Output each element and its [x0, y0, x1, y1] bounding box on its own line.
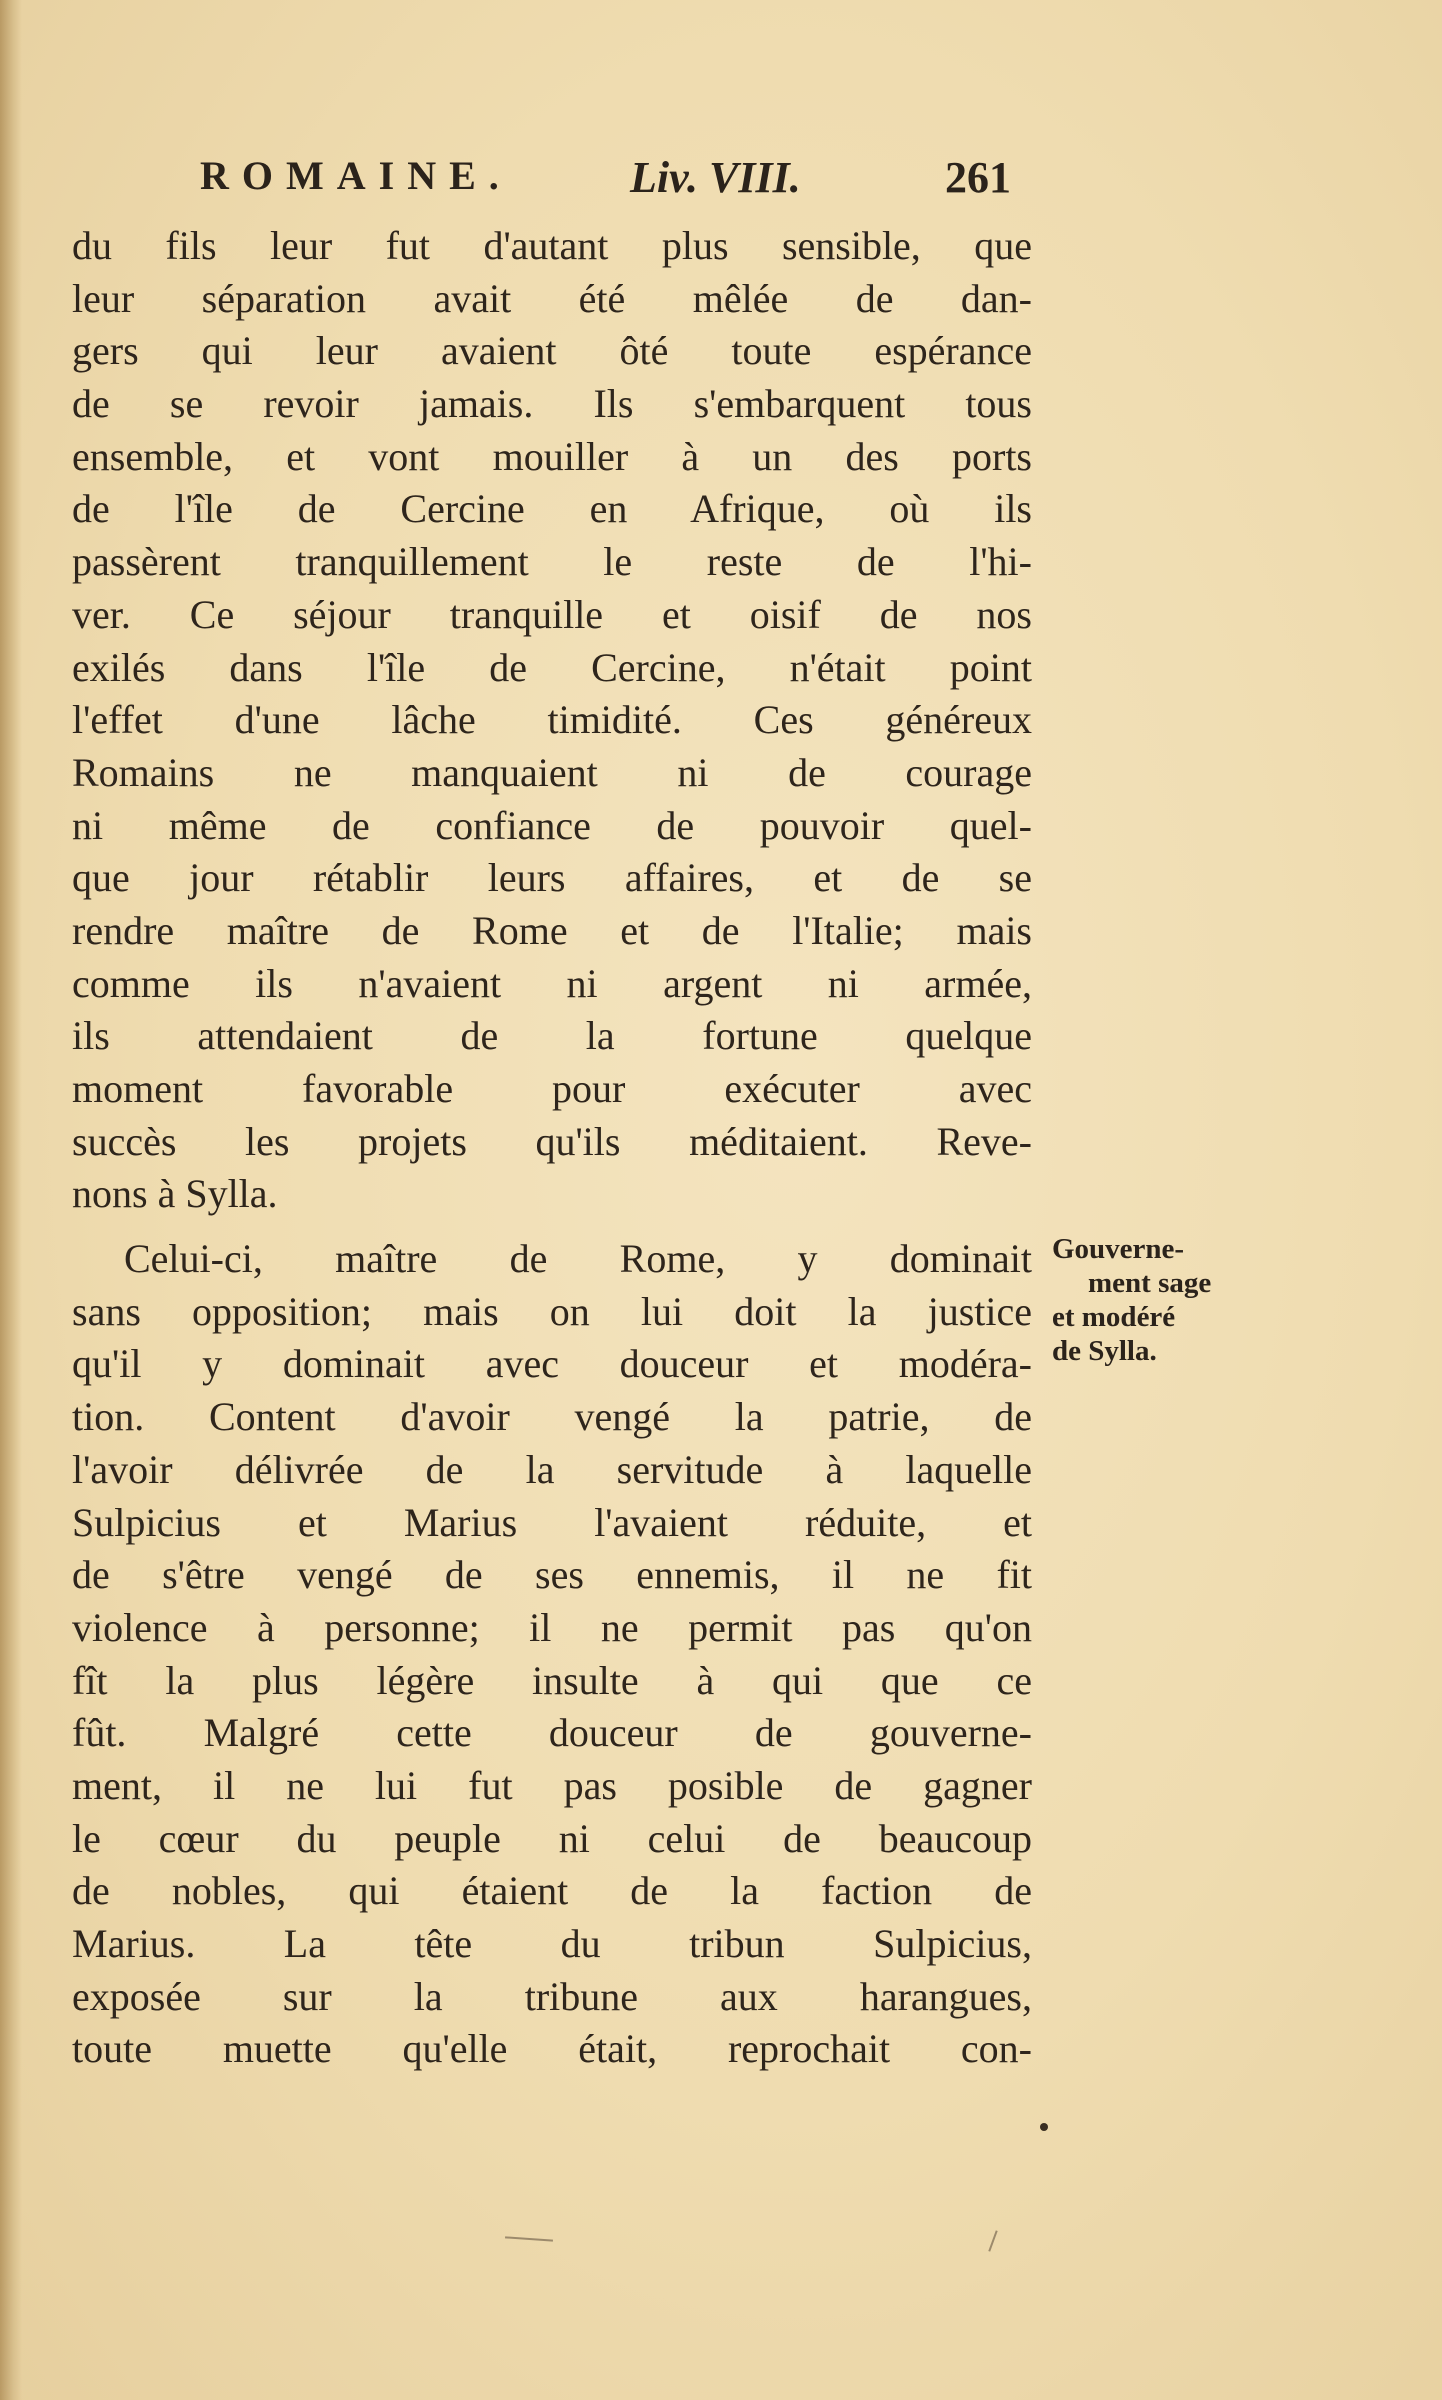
text-line: Marius. La tête du tribun Sulpicius, [72, 1921, 1032, 1966]
running-head [190, 152, 1040, 212]
margin-note-line: ment sage [1088, 1267, 1212, 1299]
text-line: exposée sur la tribune aux harangues, [72, 1973, 1032, 2019]
text-line: l'avoir délivrée de la servitude à laquelle [72, 1446, 1032, 1492]
text-line: nons à Sylla. [72, 1171, 278, 1217]
text-line: toute muette qu'elle était, reprochait con- [72, 2026, 1032, 2072]
text-line: de nobles, qui étaient de la faction de [72, 1868, 1032, 1914]
margin-note-line: et modéré [1052, 1301, 1176, 1333]
running-head-book: Liv. VIII. [630, 153, 801, 202]
text-line: de s'être vengé de ses ennemis, il ne fit [72, 1552, 1032, 1598]
paragraph-gap [72, 1221, 1032, 1233]
text-line: leur séparation avait été mêlée de dan- [72, 275, 1032, 321]
text-line: ensemble, et vont mouiller à un des ports [72, 433, 1032, 479]
text-line: Romains ne manquaient ni de courage [72, 749, 1032, 795]
text-line: du fils leur fut d'autant plus sensible, que [72, 223, 1032, 268]
body-text [72, 220, 1032, 2076]
paragraph-1 [72, 220, 1032, 1221]
text-line: comme ils n'avaient ni argent ni armée, [72, 960, 1032, 1006]
margin-note [1052, 1232, 1252, 1368]
text-line: passèrent tranquillement le reste de l'hi- [72, 539, 1032, 585]
text-line: le cœur du peuple ni celui de beaucoup [72, 1815, 1032, 1861]
text-line: l'effet d'une lâche timidité. Ces généreux [72, 697, 1032, 743]
text-line: qu'il y dominait avec douceur et modéra- [72, 1341, 1032, 1387]
text-line: gers qui leur avaient ôté toute espérance [72, 328, 1032, 374]
text-line: violence à personne; il ne permit pas qu'on [72, 1604, 1032, 1650]
text-line: de se revoir jamais. Ils s'embarquent tous [72, 381, 1032, 427]
text-line: succès les projets qu'ils méditaient. Reve- [72, 1118, 1032, 1164]
text-line: moment favorable pour exécuter avec [72, 1066, 1032, 1111]
page-number: 261 [945, 153, 1011, 202]
text-line: de l'île de Cercine en Afrique, où ils [72, 486, 1032, 532]
faint-mark [988, 2230, 997, 2251]
page-edge-shadow [0, 0, 22, 2400]
paragraph-2 [72, 1233, 1032, 2076]
text-line: Celui-ci, maître de Rome, y dominait [124, 1236, 1032, 1282]
text-line: ver. Ce séjour tranquille et oisif de nos [72, 591, 1032, 637]
text-line: exilés dans l'île de Cercine, n'était point [72, 644, 1032, 690]
text-line: sans opposition; mais on lui doit la justice [72, 1288, 1032, 1334]
text-line: ment, il ne lui fut pas posible de gagner [72, 1762, 1032, 1808]
faint-mark [505, 2236, 553, 2241]
text-line: Sulpicius et Marius l'avaient réduite, et [72, 1499, 1032, 1545]
ink-speck [1040, 2123, 1048, 2131]
text-line: tion. Content d'avoir vengé la patrie, de [72, 1394, 1032, 1440]
text-line: ni même de confiance de pouvoir quel- [72, 802, 1032, 848]
running-head-title: ROMAINE. [200, 153, 512, 198]
margin-note-line: de Sylla. [1052, 1335, 1157, 1367]
text-line: que jour rétablir leurs affaires, et de se [72, 855, 1032, 901]
text-line: fût. Malgré cette douceur de gouverne- [72, 1710, 1032, 1756]
margin-note-line: Gouverne- [1052, 1233, 1185, 1265]
text-line: ils attendaient de la fortune quelque [72, 1013, 1032, 1059]
text-line: fît la plus légère insulte à qui que ce [72, 1657, 1032, 1703]
text-line: rendre maître de Rome et de l'Italie; mais [72, 907, 1032, 953]
